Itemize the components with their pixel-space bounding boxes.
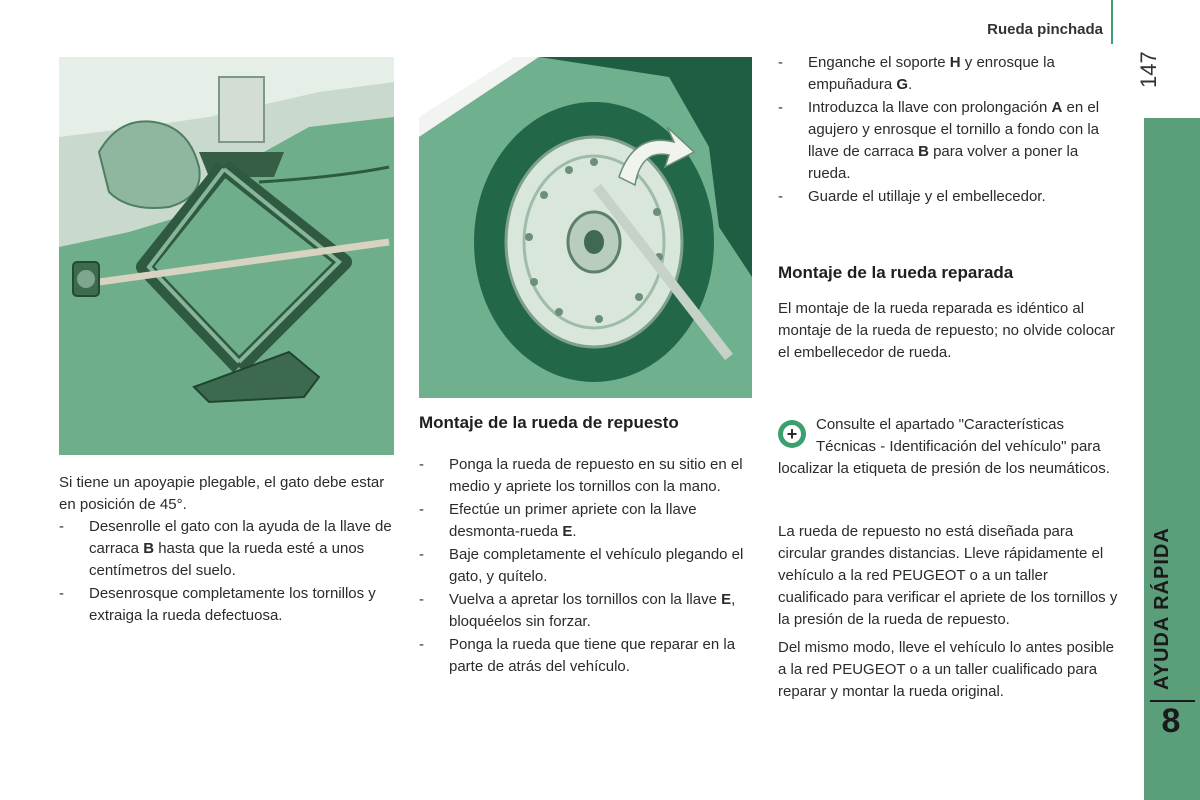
list-item: - Desenrosque completamente los tornillos y extraiga la rueda defectuosa. xyxy=(59,585,376,624)
list-item: - Ponga la rueda que tiene que reparar en la parte de atrás del vehículo. xyxy=(419,636,736,675)
item-text: para volver a poner la rueda. xyxy=(808,143,1079,182)
list-item: - Ponga la rueda de repuesto en su sitio en el medio y apriete los tornillos con la mano. xyxy=(419,456,743,495)
chapter-title xyxy=(1147,520,1187,690)
column-left xyxy=(59,472,394,628)
header-divider xyxy=(1111,0,1113,44)
chapter-number: 8 xyxy=(1161,702,1181,740)
item-bold: E xyxy=(562,523,573,540)
step-list xyxy=(59,516,394,627)
list-item: - Desenrolle el gato con la ayuda de la llave de carraca B hasta que la rueda esté a unos centímetros del suelo. xyxy=(59,518,392,579)
info-note xyxy=(778,414,1118,480)
page-number: 147 xyxy=(1136,51,1161,88)
spare-wheel-figure xyxy=(419,57,752,398)
list-item: - Vuelva a apretar los tornillos con la llave E, bloquéelos sin forzar. xyxy=(419,591,736,630)
item-text: Efectúe un primer apriete con la llave desmonta-rueda xyxy=(449,501,697,540)
intro-paragraph: Si tiene un apoyapie plegable, el gato debe estar en posición de 45°. xyxy=(59,474,385,513)
scissor-jack-illustration xyxy=(59,57,394,455)
item-bold: G xyxy=(896,76,909,93)
item-text: en el agujero y enrosque el tornillo a fondo con la llave de carraca xyxy=(808,99,1100,160)
list-item: - Introduzca la llave con prolongación A en el agujero y enrosque el tornillo a fondo con la llave de carraca B para volver a poner la rueda. xyxy=(778,99,1100,182)
item-text: Ponga la rueda de repuesto en su sitio en el medio y apriete los tornillos con la mano. xyxy=(449,456,743,495)
step-list xyxy=(778,52,1118,208)
column-middle xyxy=(419,412,764,679)
item-bold: A xyxy=(1051,99,1063,116)
step-list xyxy=(419,454,764,678)
column-right-bottom xyxy=(778,521,1118,709)
scissor-jack-figure xyxy=(59,57,394,455)
item-text: hasta que la rueda esté a unos centímetros del suelo. xyxy=(89,540,365,579)
section-title: Rueda pinchada xyxy=(987,21,1103,38)
item-bold: B xyxy=(918,143,929,160)
list-item: - Enganche el soporte H y enrosque la empuñadura G. xyxy=(778,54,1055,93)
item-bold: H xyxy=(949,54,961,71)
item-text: . xyxy=(572,523,577,540)
item-text: Baje completamente el vehículo plegando el gato, y quítelo. xyxy=(449,546,744,585)
column-right xyxy=(778,52,1118,364)
item-text: Desenrosque completamente los tornillos y extraiga la rueda defectuosa. xyxy=(89,585,376,624)
item-bold: B xyxy=(143,540,155,557)
list-item: - Guarde el utillaje y el embellecedor. xyxy=(778,188,1046,205)
item-text: , bloquéelos sin forzar. xyxy=(449,591,736,630)
plus-icon: + xyxy=(778,420,806,448)
body-paragraph: El montaje de la rueda reparada es idéntico al montaje de la rueda de repuesto; no olvide colocar el embellecedor de rueda. xyxy=(778,300,1115,361)
item-text: Desenrolle el gato con la ayuda de la llave de carraca xyxy=(89,518,392,557)
spare-wheel-illustration xyxy=(419,57,752,398)
item-text: Guarde el utillaje y el embellecedor. xyxy=(808,188,1046,205)
item-text: . xyxy=(908,76,913,93)
section-heading: Montaje de la rueda de repuesto xyxy=(419,413,679,432)
list-item: - Efectúe un primer apriete con la llave desmonta-rueda E. xyxy=(419,501,697,540)
item-text: Introduzca la llave con prolongación xyxy=(808,99,1052,116)
item-text: y enrosque la empuñadura xyxy=(808,54,1055,93)
item-text: Vuelva a apretar los tornillos con la llave xyxy=(449,591,722,608)
note-text: Consulte el apartado "Características Técnicas - Identificación del vehículo" para localizar la etiqueta de presión de los neumáticos. xyxy=(778,416,1110,477)
section-heading: Montaje de la rueda reparada xyxy=(778,263,1014,282)
item-text: Enganche el soporte xyxy=(808,54,950,71)
chapter-title-text: AYUDA RÁPIDA xyxy=(1151,527,1173,690)
item-bold: E xyxy=(721,591,732,608)
item-text: Ponga la rueda que tiene que reparar en la parte de atrás del vehículo. xyxy=(449,636,736,675)
chapter-side-tab xyxy=(1144,118,1200,800)
body-paragraph: Del mismo modo, lleve el vehículo lo antes posible a la red PEUGEOT o a un taller cualificado para reparar y montar la rueda original. xyxy=(778,639,1114,700)
list-item: - Baje completamente el vehículo plegando el gato, y quítelo. xyxy=(419,546,744,585)
body-paragraph: La rueda de repuesto no está diseñada para circular grandes distancias. Lleve rápidamente el vehículo a la red PEUGEOT o a un taller cualificado para verificar el apriete de los tornillos y la presión de la rueda de repuesto. xyxy=(778,523,1118,628)
